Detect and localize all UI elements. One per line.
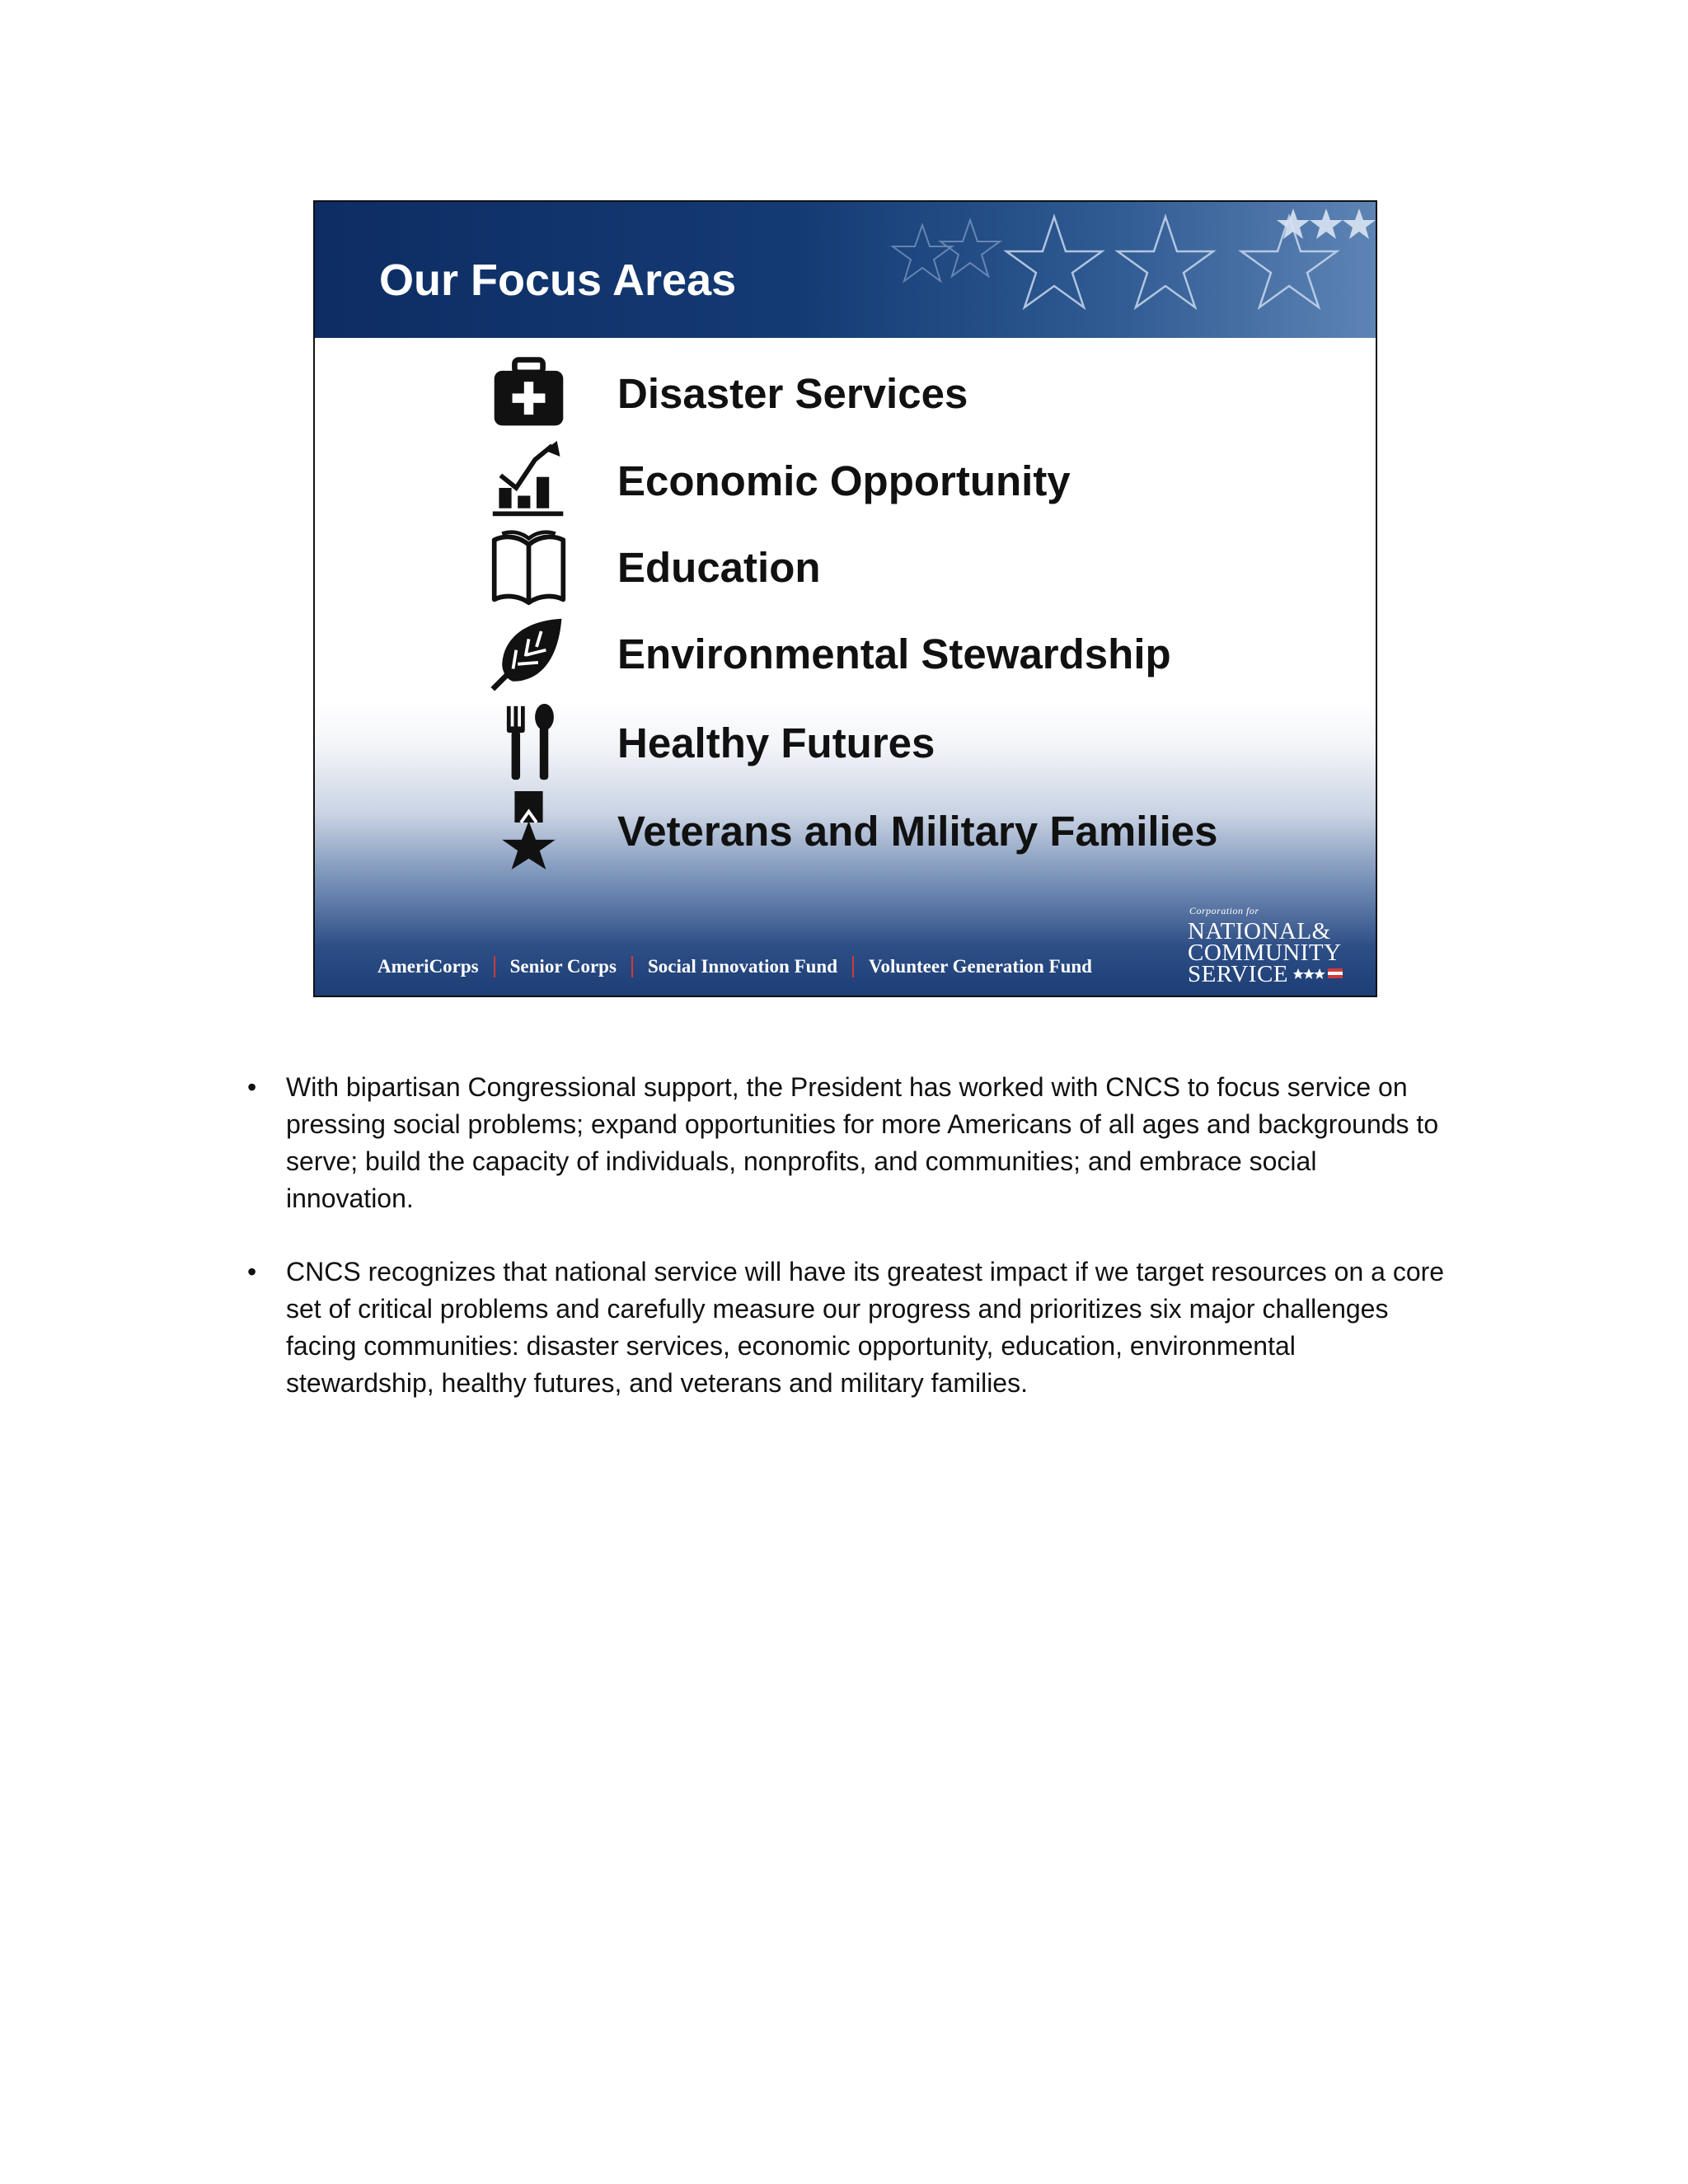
- footer-separator: [494, 956, 495, 977]
- logo-small-text: Corporation for: [1189, 905, 1259, 916]
- slide-title: Our Focus Areas: [379, 255, 737, 305]
- slide-footer: [315, 946, 1376, 996]
- logo-line-3: SERVICE: [1188, 961, 1289, 987]
- footer-program-senior-corps: Senior Corps: [509, 956, 617, 977]
- focus-label: Environmental Stewardship: [617, 630, 1171, 677]
- focus-label: Education: [617, 544, 821, 591]
- decorative-stars-icon: [865, 202, 1376, 338]
- focus-item-education: [315, 523, 1376, 606]
- focus-label: Disaster Services: [617, 370, 968, 417]
- focus-label: Economic Opportunity: [617, 457, 1071, 504]
- first-aid-kit-icon: [490, 354, 568, 432]
- focus-item-disaster-services: [315, 349, 1376, 432]
- medal-star-icon: [490, 791, 568, 869]
- leaf-icon: [490, 614, 568, 692]
- focus-item-economic-opportunity: [315, 437, 1376, 519]
- logo-line-2: COMMUNITY: [1188, 940, 1342, 966]
- footer-program-social-innovation-fund: Social Innovation Fund: [647, 956, 838, 977]
- focus-label: Veterans and Military Families: [617, 808, 1218, 855]
- footer-separator: [631, 956, 633, 977]
- bullet-icon: •: [247, 1257, 257, 1286]
- note-text: With bipartisan Congressional support, the President has worked with CNCS to focus service on pressing social problems; expand opportunities for more Americans of all ages and backgrounds to serve; build the capacity of individuals, nonprofits, and communities; and embrace social innovation.: [286, 1072, 1439, 1213]
- focus-item-veterans-military-families: [315, 787, 1376, 869]
- growth-chart-icon: [490, 441, 568, 519]
- open-book-icon: [490, 527, 568, 606]
- speaker-notes: [247, 1069, 1451, 1438]
- slide-image: [313, 200, 1377, 997]
- footer-programs: [377, 956, 1092, 977]
- focus-item-healthy-futures: [315, 699, 1376, 781]
- bullet-icon: •: [247, 1072, 257, 1102]
- focus-item-environmental-stewardship: [315, 610, 1376, 692]
- footer-separator: [852, 956, 854, 977]
- footer-program-americorps: AmeriCorps: [377, 956, 479, 977]
- logo-line-1: NATIONAL&: [1188, 918, 1331, 944]
- footer-program-volunteer-generation-fund: Volunteer Generation Fund: [869, 956, 1092, 977]
- slide-body: [315, 338, 1376, 997]
- fork-spoon-icon: [490, 703, 568, 781]
- slide-header: [315, 202, 1376, 338]
- note-bullet-item: [247, 1069, 1451, 1217]
- note-bullet-item: [247, 1254, 1451, 1402]
- focus-label: Healthy Futures: [617, 719, 935, 766]
- note-text: CNCS recognizes that national service will have its greatest impact if we target resources on a core set of critical problems and carefully measure our progress and prioritizes six major challenges facing communities: disaster services, economic opportunity, education, environmental stewardship, healthy futures, and veterans and military families.: [286, 1257, 1445, 1398]
